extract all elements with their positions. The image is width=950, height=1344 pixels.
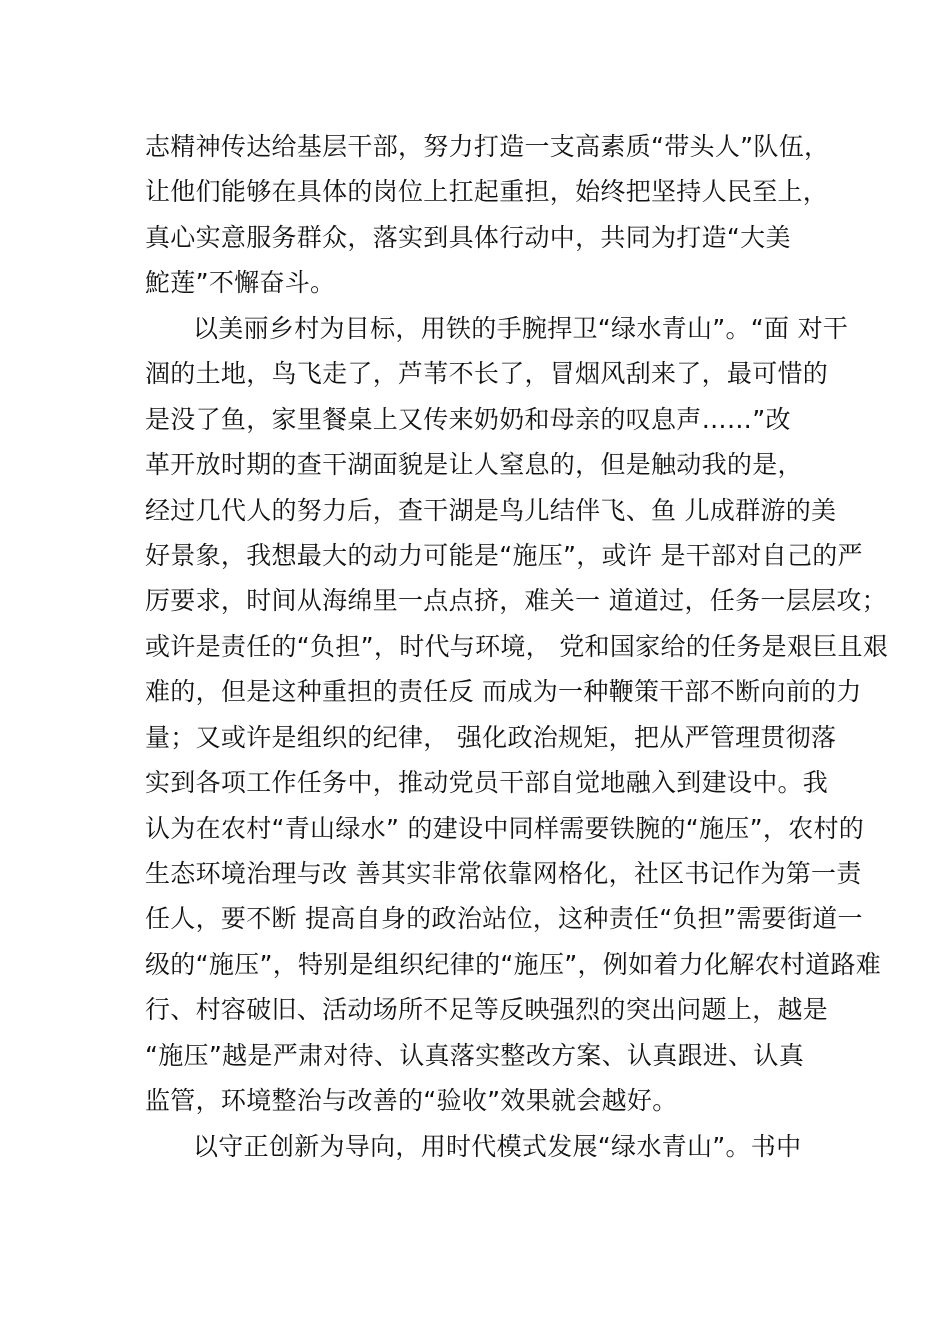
text-line: 是没了鱼，家里餐桌上又传来奶奶和母亲的叹息声……”改	[145, 404, 791, 434]
text-line: 监管，环境整治与改善的“验收”效果就会越好。	[145, 1086, 678, 1116]
text-line: 任人，要不断 提高自身的政治站位，这种责任“负担”需要街道一	[145, 904, 863, 934]
body-text	[145, 124, 889, 1169]
text-line: “施压”越是严肃对待、认真落实整改方案、认真跟进、认真	[145, 1040, 805, 1070]
text-line: 认为在农村“青山绿水” 的建设中同样需要铁腕的“施压”，农村的	[145, 813, 865, 843]
text-line: 让他们能够在具体的岗位上扛起重担，始终把坚持人民至上，	[145, 177, 829, 207]
text-line: 或许是责任的“负担”，时代与环境， 党和国家给的任务是艰巨且艰	[145, 631, 889, 661]
text-line: 经过几代人的努力后，查干湖是鸟儿结伴飞、鱼 儿成群游的美	[145, 495, 837, 525]
text-line: 真心实意服务群众，落实到具体行动中，共同为打造“大美	[145, 222, 791, 252]
text-line: 鮀莲”不懈奋斗。	[145, 268, 336, 298]
text-line: 革开放时期的查干湖面貌是让人窒息的，但是触动我的是，	[145, 450, 803, 480]
text-line: 级的“施压”，特别是组织纪律的“施压”，例如着力化解农村道路难	[145, 949, 882, 979]
paragraph-start-line: 以美丽乡村为目标，用铁的手腕捍卫“绿水青山”。“面 对干	[193, 313, 849, 343]
text-line: 厉要求，时间从海绵里一点点挤，难关一 道道过，任务一层层攻；	[145, 586, 887, 616]
text-line: 志精神传达给基层干部，努力打造一支高素质“带头人”队伍，	[145, 132, 830, 161]
text-line: 难的，但是这种重担的责任反 而成为一种鞭策干部不断向前的力	[145, 677, 862, 707]
text-line: 涸的土地，鸟飞走了，芦苇不长了，冒烟风刮来了，最可惜的	[145, 359, 829, 389]
text-line: 行、村容破旧、活动场所不足等反映强烈的突出问题上，越是	[145, 995, 829, 1025]
text-line: 实到各项工作任务中，推动党员干部自觉地融入到建设中。我	[145, 768, 829, 798]
text-line: 好景象，我想最大的动力可能是“施压”，或许 是干部对自己的严	[145, 540, 863, 570]
text-line: 生态环境治理与改 善其实非常依靠网格化，社区书记作为第一责	[145, 859, 862, 888]
paragraph-start-line: 以守正创新为导向，用时代模式发展“绿水青山”。书中	[193, 1131, 802, 1161]
text-line: 量；又或许是组织的纪律， 强化政治规矩，把从严管理贯彻落	[145, 722, 837, 752]
